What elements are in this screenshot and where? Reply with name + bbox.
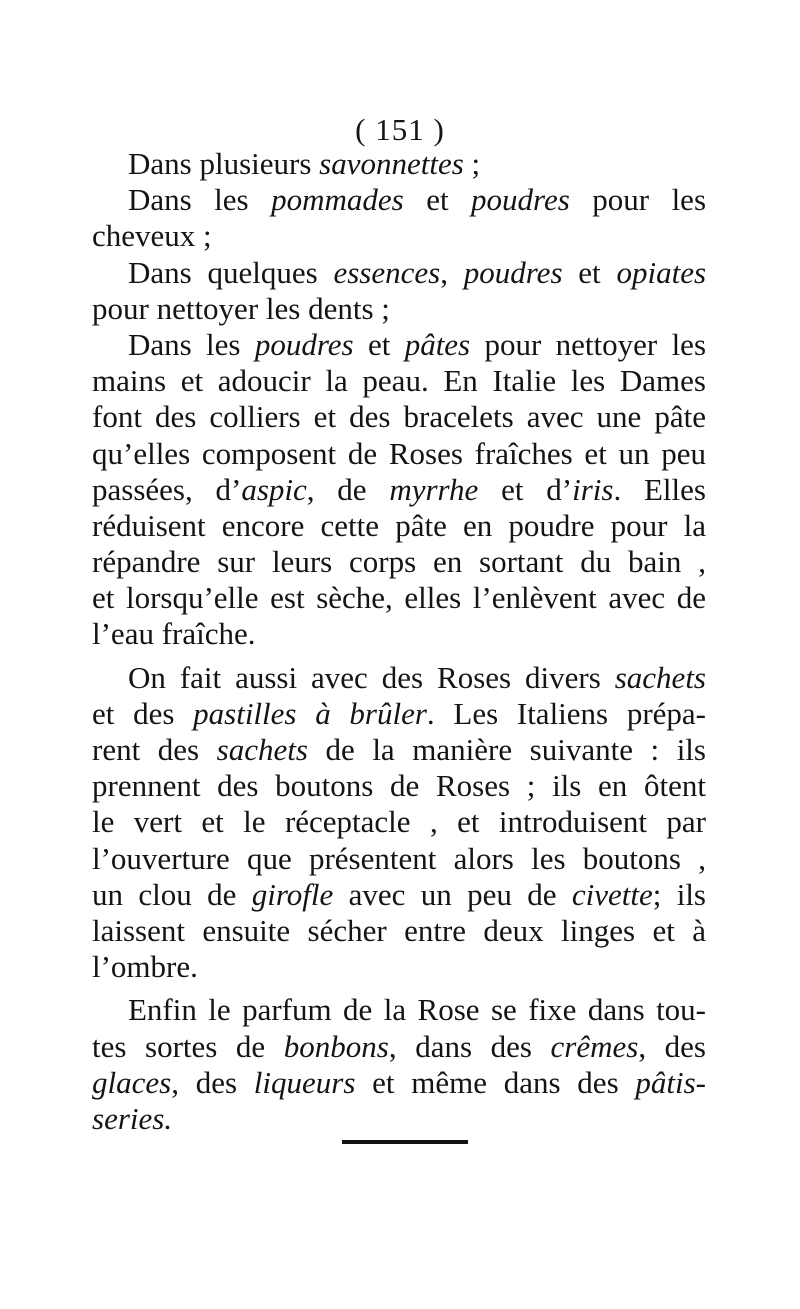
text-line: laissent ensuite sécher entre deux linges et à xyxy=(92,912,706,948)
section-end-rule xyxy=(342,1140,468,1144)
text-line: réduisent encore cette pâte en poudre pour la xyxy=(92,507,706,543)
text-line: Dans les poudres et pâtes pour nettoyer les xyxy=(128,326,707,362)
text-line: rent des sachets de la manière suivante : ils xyxy=(92,732,706,767)
text-line: mains et adoucir la peau. En Italie les Dames xyxy=(92,363,706,399)
text-line: Dans quelques essences, poudres et opiates xyxy=(128,254,707,290)
text-line: tes sortes de bonbons, dans des crêmes, des xyxy=(92,1028,706,1064)
page-number: ( 151 ) xyxy=(355,112,445,147)
text-line: et des pastilles à brûler. Les Italiens prépa- xyxy=(92,695,706,731)
text-line: l’eau fraîche. xyxy=(92,616,256,652)
text-line: qu’elles composent de Roses fraîches et un peu xyxy=(92,435,706,471)
body-text xyxy=(92,146,706,1137)
text-line: le vert et le réceptacle , et introduisent par xyxy=(92,804,706,840)
text-line: passées, d’aspic, de myrrhe et d’iris. Elles xyxy=(92,471,706,507)
text-line: cheveux ; xyxy=(92,218,212,254)
text-line: et lorsqu’elle est sèche, elles l’enlèvent avec de xyxy=(92,580,706,616)
text-line: l’ouverture que présentent alors les boutons , xyxy=(92,840,706,876)
text-line: répandre sur leurs corps en sortant du bain , xyxy=(92,544,706,580)
text-line: Dans les pommades et poudres pour les xyxy=(128,182,707,218)
text-line: On fait aussi avec des Roses divers sachets xyxy=(128,659,706,695)
text-line: glaces, des liqueurs et même dans des pâtis- xyxy=(92,1064,706,1100)
text-line: un clou de girofle avec un peu de civette; ils xyxy=(92,876,706,912)
text-line: prennent des boutons de Roses ; ils en ôtent xyxy=(92,768,706,804)
text-line: l’ombre. xyxy=(92,949,198,985)
text-line: pour nettoyer les dents ; xyxy=(92,290,390,326)
text-line: Dans plusieurs savonnettes ; xyxy=(128,146,481,181)
text-line: Enfin le parfum de la Rose se fixe dans tou- xyxy=(128,992,706,1028)
text-line: series. xyxy=(92,1100,173,1136)
text-line: font des colliers et des bracelets avec une pâte xyxy=(92,399,706,435)
